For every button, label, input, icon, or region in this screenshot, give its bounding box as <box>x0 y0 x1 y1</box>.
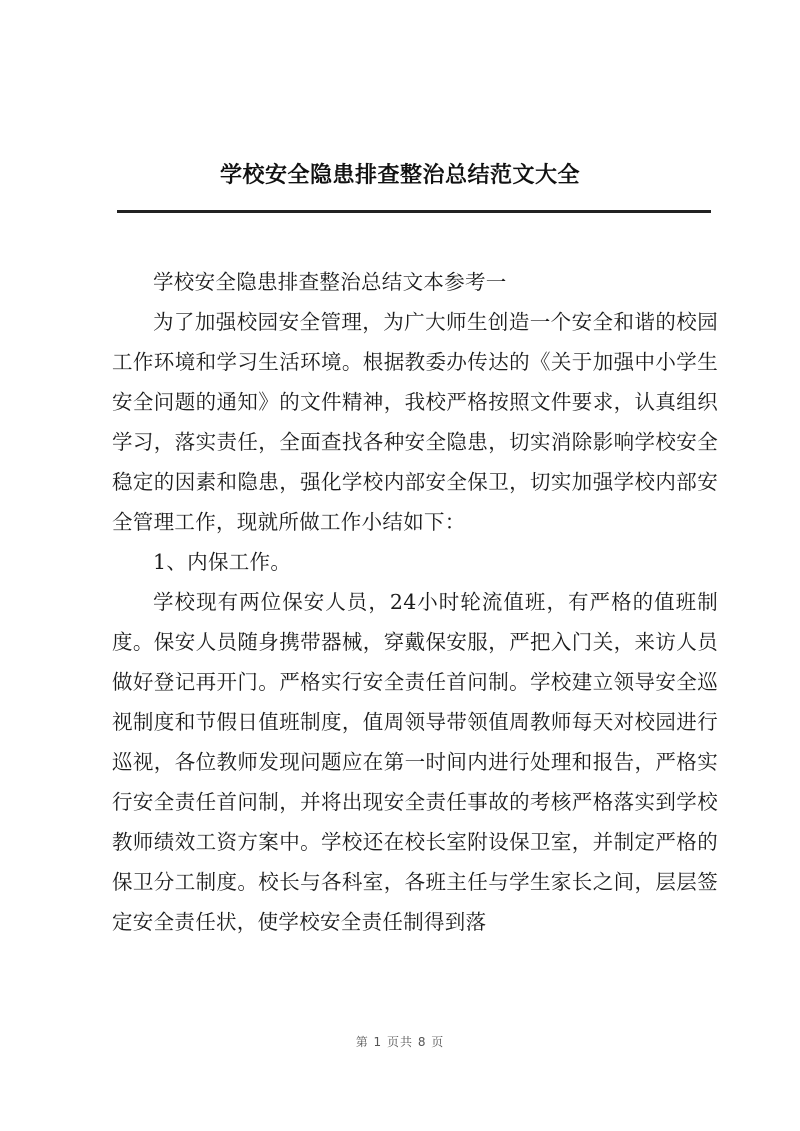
paragraph-section-heading: 1、内保工作。 <box>153 550 292 574</box>
title-divider <box>117 210 711 213</box>
document-body <box>112 262 718 942</box>
paragraph-security-work: 学校现有两位保安人员，24小时轮流值班，有严格的值班制度。保安人员随身携带器械，穿戴保安服，严把入门关，来访人员做好登记再开门。严格实行安全责任首问制。学校建立领导安全巡视制度和节假日值班制度，值周领导带领值周教师每天对校园进行巡视，各位教师发现问题应在第一时间内进行处理和报告，严格实行安全责任首问制，并将出现安全责任事故的考核严格落实到学校教师绩效工资方案中。学校还在校长室附设保卫室，并制定严格的保卫分工制度。校长与各科室，各班主任与学生家长之间，层层签定安全责任状，使学校安全责任制得到落 <box>112 590 718 934</box>
document-title: 学校安全隐患排查整治总结范文大全 <box>219 163 580 188</box>
page-number: 第 1 页共 8 页 <box>355 1035 445 1049</box>
paragraph-intro: 为了加强校园安全管理，为广大师生创造一个安全和谐的校园工作环境和学习生活环境。根据教委办传达的《关于加强中小学生安全问题的通知》的文件精神，我校严格按照文件要求，认真组织学习，落实责任，全面查找各种安全隐患，切实消除影响学校安全稳定的因素和隐患，强化学校内部安全保卫，切实加强学校内部安全管理工作，现就所做工作小结如下： <box>112 310 718 534</box>
paragraph-heading: 学校安全隐患排查整治总结文本参考一 <box>153 270 507 294</box>
